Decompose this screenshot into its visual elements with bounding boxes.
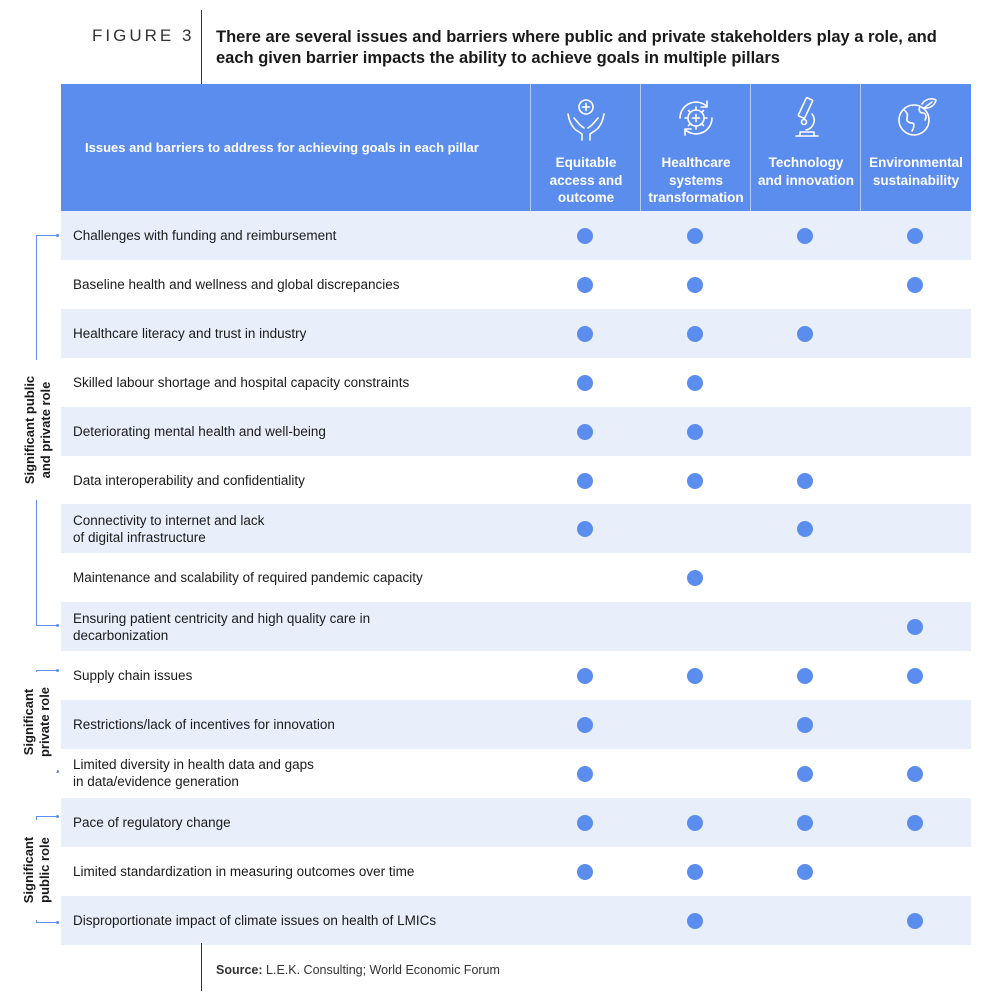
mark-dot	[577, 277, 593, 293]
table-row	[61, 358, 971, 407]
mark-dot	[687, 473, 703, 489]
row-label: Maintenance and scalability of required pandemic capacity	[73, 570, 423, 586]
row-label: Supply chain issues	[73, 668, 193, 684]
group-label-public: Significant public role	[17, 820, 57, 920]
row-label: Challenges with funding and reimbursement	[73, 228, 337, 243]
column-equitable-access	[530, 84, 640, 211]
mark-dot	[577, 326, 593, 342]
mark-dot	[577, 521, 593, 537]
mark-dot	[687, 424, 703, 440]
table-row	[61, 700, 971, 749]
mark-dot	[797, 668, 813, 684]
table-row	[61, 553, 971, 602]
table-row	[61, 504, 971, 553]
mark-dot	[687, 375, 703, 391]
microscope-icon	[782, 94, 830, 142]
row-label: Pace of regulatory change	[73, 814, 231, 830]
hands-heart-icon	[562, 94, 610, 142]
bracket-tick	[36, 235, 56, 236]
row-label: Skilled labour shortage and hospital capacity constraints	[73, 374, 410, 390]
mark-dot	[687, 815, 703, 831]
divider-top	[201, 10, 202, 84]
mark-dot	[797, 815, 813, 831]
row-label: Deteriorating mental health and well-being	[73, 423, 326, 439]
mark-dot	[577, 717, 593, 733]
mark-dot	[577, 766, 593, 782]
row-label: Restrictions/lack of incentives for innovation	[73, 717, 335, 732]
mark-dot	[907, 815, 923, 831]
bracket-tick	[36, 625, 56, 626]
column-healthcare-systems	[640, 84, 750, 211]
mark-dot	[907, 913, 923, 929]
row-label: Connectivity to internet and lack of digital infrastructure	[73, 512, 265, 545]
group-label-private: Significant private role	[17, 672, 57, 772]
table-row	[61, 407, 971, 456]
mark-dot	[577, 375, 593, 391]
figure-label: FIGURE 3	[92, 26, 195, 45]
column-label: Technology and innovation	[758, 155, 854, 188]
table-row	[61, 309, 971, 358]
table-row	[61, 260, 971, 309]
mark-dot	[687, 277, 703, 293]
mark-dot	[577, 864, 593, 880]
mark-dot	[687, 570, 703, 586]
row-label: Healthcare literacy and trust in industry	[73, 325, 307, 341]
table-row	[61, 456, 971, 505]
table-row	[61, 211, 971, 260]
table-row	[61, 847, 971, 896]
table-row	[61, 798, 971, 847]
mark-dot	[797, 521, 813, 537]
column-label: Equitable access and outcome	[549, 155, 623, 205]
mark-dot	[687, 326, 703, 342]
mark-dot	[797, 473, 813, 489]
gear-cycle-icon	[672, 94, 720, 142]
source-text: L.E.K. Consulting; World Economic Forum	[266, 963, 500, 977]
mark-dot	[577, 424, 593, 440]
row-label: Ensuring patient centricity and high quality care in decarbonization	[73, 610, 371, 643]
mark-dot	[797, 326, 813, 342]
mark-dot	[907, 228, 923, 244]
column-label: Environmental sustainability	[869, 155, 963, 188]
group-label-public-private: Significant public and private role	[18, 360, 58, 500]
mark-dot	[907, 668, 923, 684]
table-row	[61, 602, 971, 651]
bracket-tick	[36, 670, 56, 671]
table-row	[61, 749, 971, 798]
issues-header: Issues and barriers to address for achieving goals in each pillar	[85, 140, 479, 155]
figure-title: There are several issues and barriers where public and private stakeholders play a role, and each given barrier impacts the ability to achieve goals in multiple pillars	[216, 28, 937, 67]
mark-dot	[797, 864, 813, 880]
globe-leaf-icon	[892, 94, 940, 142]
table-row	[61, 651, 971, 700]
table-header	[61, 84, 971, 211]
mark-dot	[577, 815, 593, 831]
mark-dot	[907, 766, 923, 782]
mark-dot	[577, 473, 593, 489]
row-label: Baseline health and wellness and global discrepancies	[73, 276, 400, 292]
mark-dot	[907, 619, 923, 635]
column-technology	[750, 84, 860, 211]
bracket-tick	[36, 922, 56, 923]
mark-dot	[577, 668, 593, 684]
source-note	[216, 963, 500, 977]
mark-dot	[797, 717, 813, 733]
table-row	[61, 896, 971, 945]
row-label: Limited diversity in health data and gaps in data/evidence generation	[73, 757, 314, 790]
row-label: Disproportionate impact of climate issues on health of LMICs	[73, 912, 437, 928]
mark-dot	[907, 277, 923, 293]
mark-dot	[687, 668, 703, 684]
mark-dot	[577, 228, 593, 244]
source-label: Source:	[216, 963, 263, 977]
row-label: Limited standardization in measuring outcomes over time	[73, 863, 415, 879]
column-label: Healthcare systems transformation	[648, 155, 744, 205]
row-label: Data interoperability and confidentiality	[73, 472, 305, 488]
bracket-tick	[36, 816, 56, 817]
mark-dot	[797, 228, 813, 244]
mark-dot	[687, 864, 703, 880]
mark-dot	[797, 766, 813, 782]
mark-dot	[687, 228, 703, 244]
column-environmental	[860, 84, 970, 211]
divider-bottom	[201, 943, 202, 991]
mark-dot	[687, 913, 703, 929]
